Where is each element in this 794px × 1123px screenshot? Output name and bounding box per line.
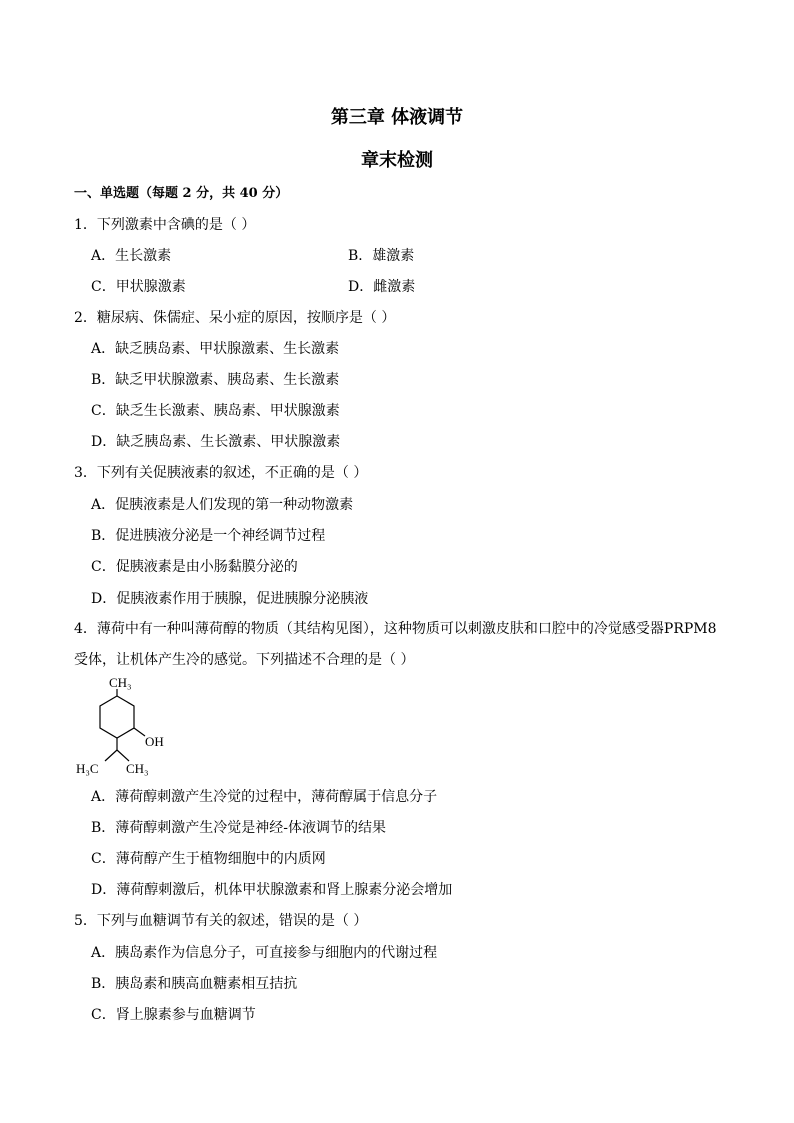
question-3-option-c: C．促胰液素是由小肠黏膜分泌的 xyxy=(91,559,298,575)
menthol-structure-diagram xyxy=(74,676,174,780)
question-3-option-b: B．促进胰液分泌是一个神经调节过程 xyxy=(91,528,326,544)
hydroxyl-bond xyxy=(134,728,145,736)
question-5-stem: 5．下列与血糖调节有关的叙述，错误的是（ ） xyxy=(74,913,368,929)
question-1-option-d: D．雌激素 xyxy=(348,279,416,295)
question-2-option-a: A．缺乏胰岛素、甲状腺激素、生长激素 xyxy=(91,341,340,357)
question-4-stem: 4．薄荷中有一种叫薄荷醇的物质（其结构见图），这种物质可以刺激皮肤和口腔中的冷觉感受器PRPM8 受体，让机体产生冷的感觉。下列描述不合理的是（ ） xyxy=(74,621,717,668)
question-1-option-b: B．雄激素 xyxy=(348,248,415,264)
question-2-stem: 2．糖尿病、侏儒症、呆小症的原因，按顺序是（ ） xyxy=(74,310,396,326)
ring-bonds xyxy=(100,696,134,738)
question-5-option-b: B．胰岛素和胰高血糖素相互拮抗 xyxy=(91,976,298,992)
question-1-stem: 1．下列激素中含碘的是（ ） xyxy=(74,217,256,233)
question-2-option-d: D．缺乏胰岛素、生长激素、甲状腺激素 xyxy=(91,434,341,450)
top-methyl-label: CH₃ xyxy=(109,676,132,690)
section-heading: 一、单选题（每题 2 分，共 40 分） xyxy=(74,186,289,201)
right-methyl-label: CH₃ xyxy=(126,761,149,776)
question-3-stem: 3．下列有关促胰液素的叙述，不正确的是（ ） xyxy=(74,465,368,481)
question-5-option-c: C．肾上腺素参与血糖调节 xyxy=(91,1007,256,1023)
question-1-option-a: A．生长激素 xyxy=(91,248,172,264)
question-3-option-a: A．促胰液素是人们发现的第一种动物激素 xyxy=(91,497,354,513)
left-methyl-label: H₃C xyxy=(76,761,99,776)
question-3-option-d: D．促胰液素作用于胰腺，促进胰腺分泌胰液 xyxy=(91,591,369,607)
question-4-option-d: D．薄荷醇刺激后，机体甲状腺激素和肾上腺素分泌会增加 xyxy=(91,882,453,898)
chapter-subtitle: 章末检测 xyxy=(361,150,433,171)
question-4-option-a: A．薄荷醇刺激产生冷觉的过程中，薄荷醇属于信息分子 xyxy=(91,789,438,805)
question-2-option-c: C．缺乏生长激素、胰岛素、甲状腺激素 xyxy=(91,403,340,419)
question-1-option-c: C．甲状腺激素 xyxy=(91,279,186,295)
question-4-option-b: B．薄荷醇刺激产生冷觉是神经-体液调节的结果 xyxy=(91,820,387,836)
hydroxyl-label: OH xyxy=(145,734,164,749)
question-5-option-a: A．胰岛素作为信息分子，可直接参与细胞内的代谢过程 xyxy=(91,945,438,961)
cyclohexane-ring xyxy=(100,689,145,761)
question-4-option-c: C．薄荷醇产生于植物细胞中的内质网 xyxy=(91,851,326,867)
question-2-option-b: B．缺乏甲状腺激素、胰岛素、生长激素 xyxy=(91,372,340,388)
isopropyl-left-bond xyxy=(105,750,117,761)
chapter-title: 第三章 体液调节 xyxy=(330,107,464,128)
isopropyl-right-bond xyxy=(117,750,129,761)
